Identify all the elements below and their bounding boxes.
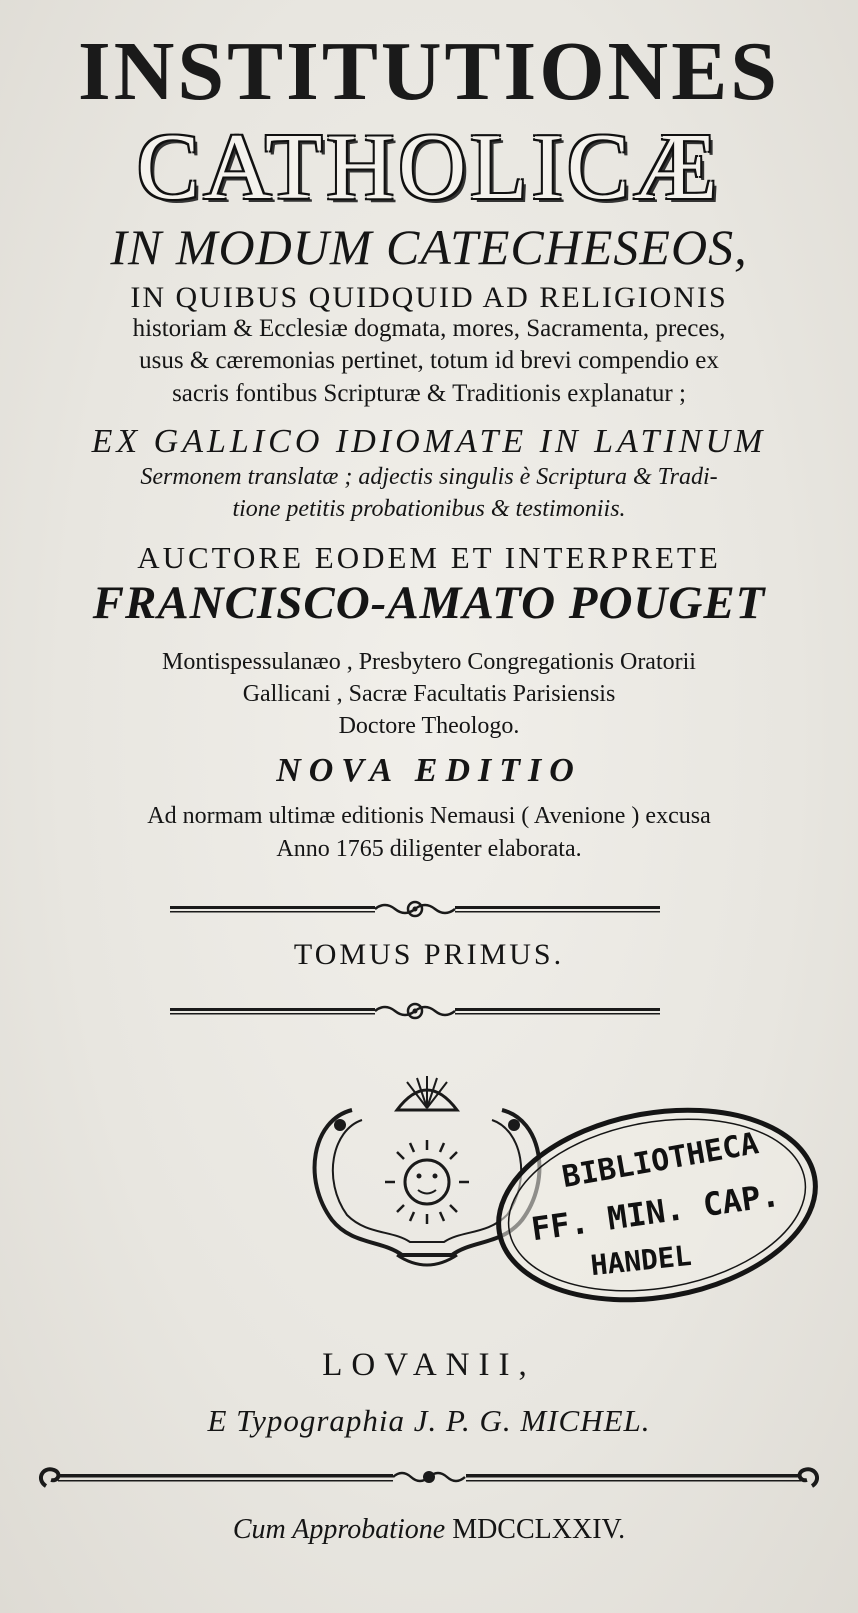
title-line-3: IN MODUM CATECHESEOS, bbox=[110, 219, 748, 275]
stamp-line-2: FF. MIN. CAP. bbox=[528, 1175, 783, 1249]
author-title-3: Doctore Theologo. bbox=[338, 713, 520, 739]
description-line-1: historiam & Ecclesiæ dogmata, mores, Sacramenta, preces, bbox=[132, 315, 726, 342]
stamp-line-3: HANDEL bbox=[588, 1238, 694, 1283]
translation-line-2: tione petitis probationibus & testimoniis. bbox=[232, 496, 626, 522]
title-line-1: INSTITUTIONES bbox=[78, 25, 780, 118]
approbation-line bbox=[0, 1516, 858, 1544]
translation-line-1: Sermonem translatæ ; adjectis singulis è Scriptura & Tradi- bbox=[140, 464, 718, 490]
imprint-year: MDCCLXXIV. bbox=[452, 1514, 626, 1545]
description-line-2: usus & cæremonias pertinet, totum id brevi compendio ex bbox=[139, 347, 719, 374]
translation-lead: EX GALLICO IDIOMATE IN LATINUM bbox=[91, 423, 767, 460]
description-lead: IN QUIBUS QUIDQUID AD RELIGIONIS bbox=[130, 281, 728, 314]
description-line-3: sacris fontibus Scripturæ & Traditionis explanatur ; bbox=[172, 380, 686, 407]
author-lead: AUCTORE EODEM ET INTERPRETE bbox=[137, 540, 721, 575]
ornamental-rule-bottom bbox=[36, 1460, 822, 1496]
edition-label: NOVA EDITIO bbox=[276, 752, 582, 789]
author-title-1: Montispessulanæo , Presbytero Congregationis Oratorii bbox=[162, 649, 696, 675]
ornamental-rule-middle bbox=[170, 998, 660, 1024]
imprint-printer: E Typographia J. P. G. MICHEL. bbox=[207, 1403, 651, 1438]
ornamental-rule-top bbox=[170, 896, 660, 922]
volume-label: TOMUS PRIMUS. bbox=[293, 938, 565, 971]
stamp-line-1: BIBLIOTHECA bbox=[559, 1126, 762, 1196]
edition-line-1: Ad normam ultimæ editionis Nemausi ( Avenione ) excusa bbox=[147, 803, 711, 829]
author-name: FRANCISCO-AMATO POUGET bbox=[92, 577, 766, 629]
imprint-place: LOVANII, bbox=[322, 1347, 536, 1383]
approbation-prefix: Cum Approbatione bbox=[232, 1514, 446, 1545]
edition-line-2: Anno 1765 diligenter elaborata. bbox=[276, 836, 582, 862]
author-title-2: Gallicani , Sacræ Facultatis Parisiensis bbox=[242, 681, 616, 707]
library-stamp bbox=[492, 1105, 832, 1312]
title-line-2: CATHOLICÆ bbox=[136, 115, 722, 219]
